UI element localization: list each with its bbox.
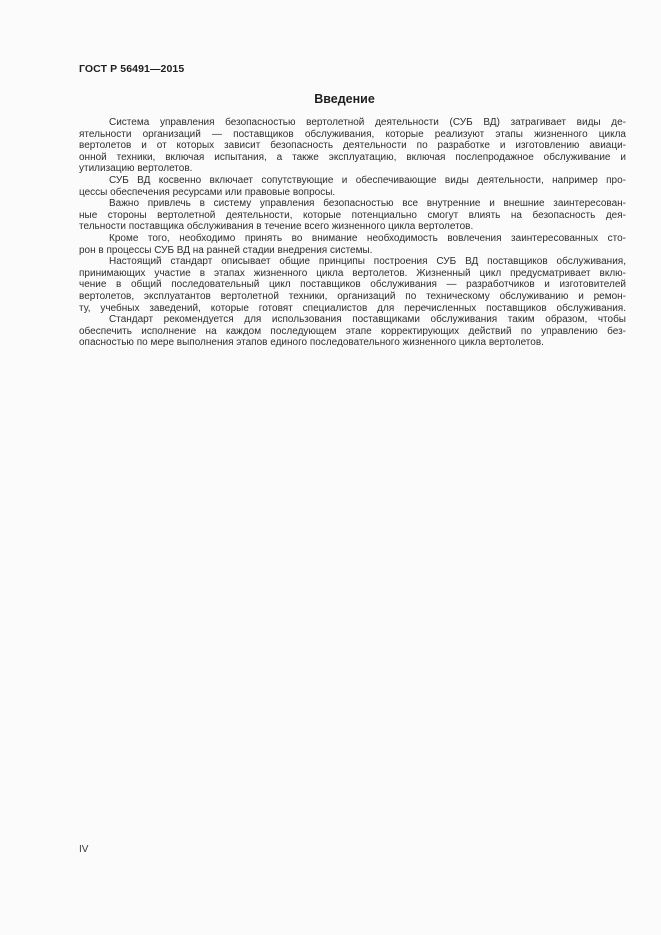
text-line: утилизацию вертолетов. xyxy=(79,163,193,175)
text-line: СУБ ВД косвенно включает сопутствующие и обеспечивающие виды деятельности, например про- xyxy=(109,174,626,186)
text-line: обеспечить исполнение на каждом последующем этапе корректирующих действий по управлению без- xyxy=(79,325,626,337)
paragraph-6 xyxy=(79,314,626,349)
text-line: принимающих участие в этапах жизненного цикла вертолетов. Жизненный цикл предусматривает вклю- xyxy=(79,267,626,279)
page-number: IV xyxy=(79,844,89,855)
text-line: рон в процессы СУБ ВД на ранней стадии внедрения системы. xyxy=(79,244,373,256)
paragraph-4 xyxy=(79,233,626,256)
paragraph-2 xyxy=(79,175,626,198)
text-line: вертолетов, эксплуатантов вертолетной техники, организаций по техническому обслуживанию и ремон- xyxy=(79,290,626,302)
text-line: ту, учебных заведений, которые готовят специалистов для перечисленных поставщиков обслуживания. xyxy=(79,302,626,314)
section-title: Введение xyxy=(314,92,375,106)
text-line: тельности поставщика обслуживания в течение всего жизненного цикла вертолетов. xyxy=(79,221,474,233)
body-text xyxy=(79,117,626,349)
paragraph-1 xyxy=(79,117,626,175)
text-line: онной техники, включая испытания, а также эксплуатацию, включая послепродажное обслуживание и xyxy=(79,151,626,163)
text-line: Кроме того, необходимо принять во внимание необходимость вовлечения заинтересованных сто- xyxy=(109,232,626,244)
text-line: Стандарт рекомендуется для использования поставщиками обслуживания таким образом, чтобы xyxy=(109,314,626,326)
text-line: чение в общий последовательный цикл поставщиков обслуживания — разработчиков и изготовителей xyxy=(79,279,626,291)
text-line: ные стороны вертолетной деятельности, которые потенциально смогут влиять на безопасность дея- xyxy=(79,209,626,221)
text-line: ятельности организаций — поставщиков обслуживания, которые реализуют этапы жизненного цикла xyxy=(79,128,626,140)
text-line: Важно привлечь в систему управления безопасностью все внутренние и внешние заинтересован- xyxy=(109,198,626,210)
text-line: вертолетов и от которых зависит безопасность деятельности по разработке и изготовлению авиаци- xyxy=(79,140,626,152)
text-line: Система управления безопасностью вертолетной деятельности (СУБ ВД) затрагивает виды де- xyxy=(109,117,626,128)
text-line: опасностью по мере выполнения этапов единого последовательного жизненного цикла вертолетов. xyxy=(79,337,544,349)
paragraph-3 xyxy=(79,198,626,233)
text-line: Настоящий стандарт описывает общие принципы построения СУБ ВД поставщиков обслуживания, xyxy=(109,256,626,268)
text-line: цессы обеспечения ресурсами или правовые вопросы. xyxy=(79,186,336,198)
document-header: ГОСТ Р 56491—2015 xyxy=(79,63,185,75)
paragraph-5 xyxy=(79,256,626,314)
